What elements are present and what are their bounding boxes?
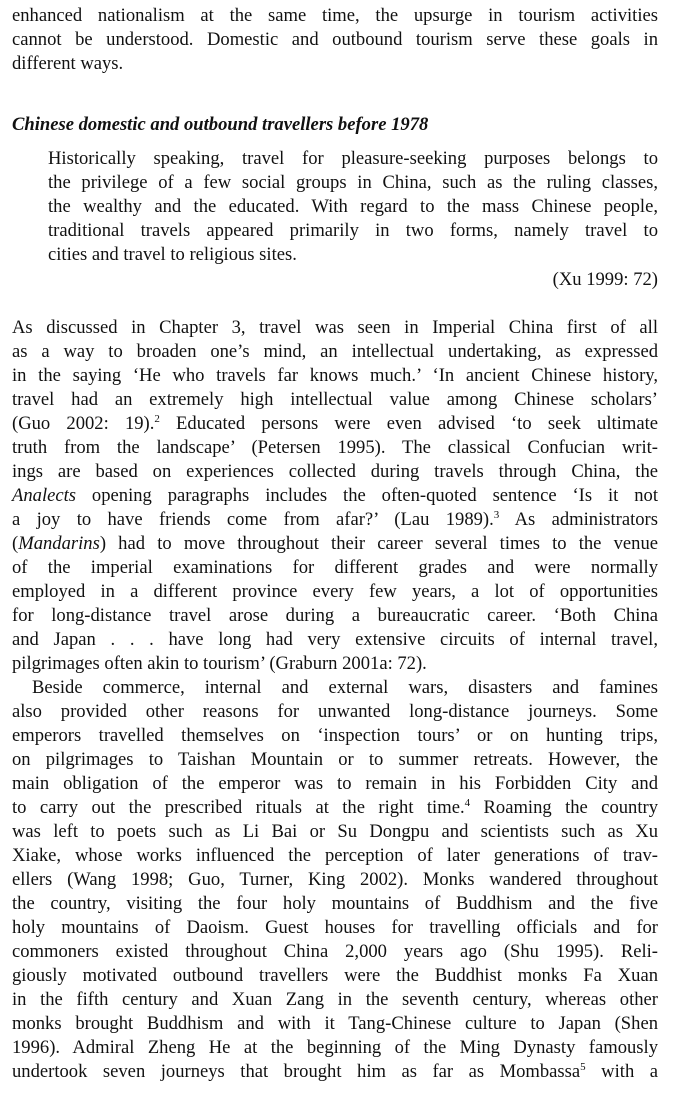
quote-line: traditional travels appeared primarily in two forms, namely travel to bbox=[48, 220, 658, 241]
body-line: ellers (Wang 1998; Guo, Turner, King 2002). Monks wandered throughout bbox=[12, 869, 658, 890]
body-line: main obligation of the emperor was to remain in his Forbidden City and bbox=[12, 773, 658, 794]
body-line: of the imperial examinations for different grades and were normally bbox=[12, 557, 658, 578]
footnote-marker: 2 bbox=[154, 413, 160, 425]
body-line: Xiake, whose works influenced the perception of later generations of trav- bbox=[12, 845, 658, 866]
body-line: ings are based on experiences collected during travels through China, the bbox=[12, 461, 658, 482]
body-line: 1996). Admiral Zheng He at the beginning of the Ming Dynasty famously bbox=[12, 1037, 658, 1058]
intro-line: different ways. bbox=[12, 53, 124, 74]
body-line bbox=[12, 796, 658, 820]
body-line: As discussed in Chapter 3, travel was seen in Imperial China first of all bbox=[12, 317, 658, 338]
body-text: with a bbox=[585, 1061, 658, 1082]
body-text: a joy to have friends come from afar?’ (Lau 1989). bbox=[12, 509, 494, 530]
body-line: travel had an extremely high intellectual value among Chinese scholars’ bbox=[12, 389, 658, 410]
body-line bbox=[12, 508, 658, 532]
body-line: commoners existed throughout China 2,000 years ago (Shu 1995). Reli- bbox=[12, 941, 658, 962]
body-line: on pilgrimages to Taishan Mountain or to summer retreats. However, the bbox=[12, 749, 658, 770]
body-line: emperors travelled themselves on ‘inspection tours’ or on hunting trips, bbox=[12, 725, 658, 746]
intro-line: cannot be understood. Domestic and outbound tourism serve these goals in bbox=[12, 29, 658, 50]
footnote-marker: 5 bbox=[580, 1061, 586, 1073]
body-line: employed in a different province every few years, a lot of opportunities bbox=[12, 581, 658, 602]
footnote-marker: 4 bbox=[464, 797, 471, 809]
body-text: ( bbox=[12, 533, 19, 554]
body-line: the country, visiting the four holy mountains of Buddhism and the five bbox=[12, 893, 658, 914]
section-heading: Chinese domestic and outbound travellers before 1978 bbox=[12, 114, 429, 135]
italic-title: Analects bbox=[12, 485, 77, 506]
body-text: ) had to move throughout their career several times to the venue bbox=[99, 533, 658, 554]
body-line bbox=[12, 1060, 658, 1084]
body-text: undertook seven journeys that brought him as far as Mombassa bbox=[12, 1061, 581, 1082]
quote-line: the wealthy and the educated. With regard to the mass Chinese people, bbox=[48, 196, 658, 217]
quote-line: the privilege of a few social groups in China, such as the ruling classes, bbox=[48, 172, 658, 193]
body-line: giously motivated outbound travellers were the Buddhist monks Fa Xuan bbox=[12, 965, 658, 986]
body-line: in the saying ‘He who travels far knows much.’ ‘In ancient Chinese history, bbox=[12, 365, 658, 386]
body-line: also provided other reasons for unwanted long-distance journeys. Some bbox=[12, 701, 658, 722]
body-line: holy mountains of Daoism. Guest houses for travelling officials and for bbox=[12, 917, 658, 938]
quote-line: Historically speaking, travel for pleasure-seeking purposes belongs to bbox=[48, 148, 658, 169]
body-line bbox=[12, 412, 658, 436]
body-line: Beside commerce, internal and external wars, disasters and famines bbox=[32, 677, 658, 698]
body-line: as a way to broaden one’s mind, an intellectual undertaking, as expressed bbox=[12, 341, 658, 362]
body-text: As administrators bbox=[499, 509, 658, 530]
body-line: in the fifth century and Xuan Zang in the seventh century, whereas other bbox=[12, 989, 658, 1010]
body-line: for long-distance travel arose during a bureaucratic career. ‘Both China bbox=[12, 605, 658, 626]
body-line: truth from the landscape’ (Petersen 1995). The classical Confucian writ- bbox=[12, 437, 658, 458]
body-line: monks brought Buddhism and with it Tang-Chinese culture to Japan (Shen bbox=[12, 1013, 658, 1034]
body-text: Educated persons were even advised ‘to seek ultimate bbox=[159, 413, 658, 434]
quote-citation: (Xu 1999: 72) bbox=[552, 269, 658, 290]
body-text: opening paragraphs includes the often-quoted sentence ‘Is it not bbox=[76, 485, 658, 506]
body-text: to carry out the prescribed rituals at the right time. bbox=[12, 797, 465, 818]
intro-line: enhanced nationalism at the same time, the upsurge in tourism activities bbox=[12, 5, 658, 26]
body-line bbox=[12, 532, 658, 556]
body-line: and Japan . . . have long had very extensive circuits of internal travel, bbox=[12, 629, 658, 650]
body-line bbox=[12, 484, 658, 508]
italic-term: Mandarins bbox=[18, 533, 100, 554]
quote-line: cities and travel to religious sites. bbox=[48, 244, 297, 265]
body-line: pilgrimages often akin to tourism’ (Graburn 2001a: 72). bbox=[12, 653, 427, 674]
body-line: was left to poets such as Li Bai or Su Dongpu and scientists such as Xu bbox=[12, 821, 658, 842]
body-text: Roaming the country bbox=[470, 797, 658, 818]
body-text: (Guo 2002: 19). bbox=[12, 413, 155, 434]
footnote-marker: 3 bbox=[493, 509, 500, 521]
